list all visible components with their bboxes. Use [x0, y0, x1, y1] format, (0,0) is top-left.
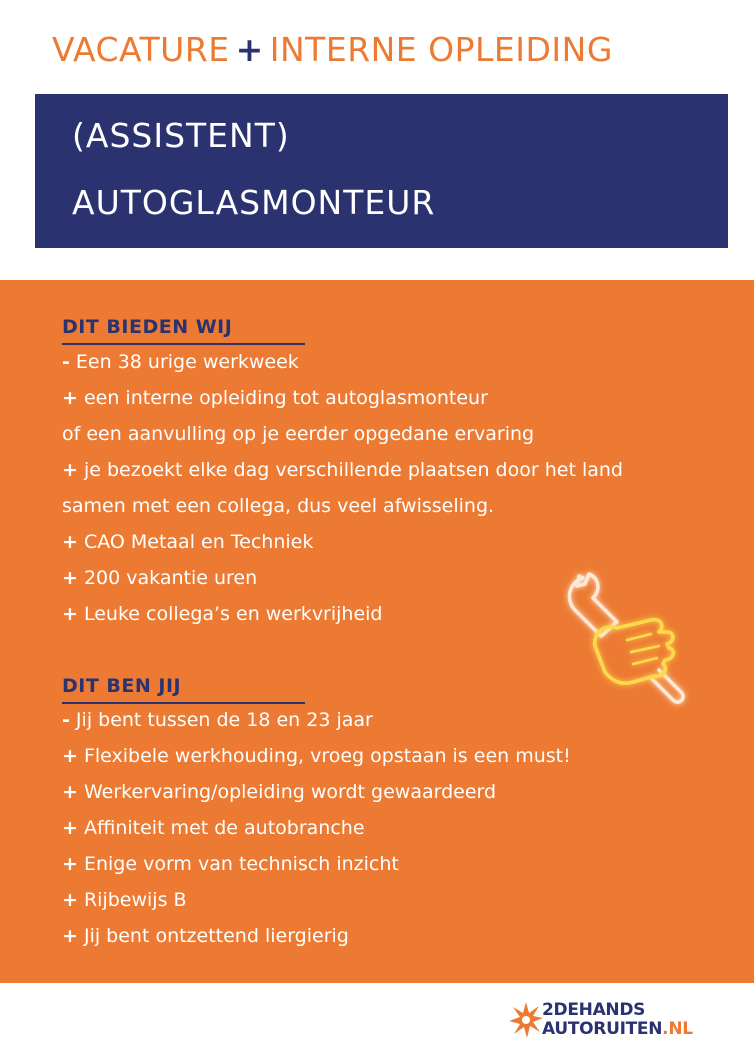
list-prefix: - — [62, 709, 70, 731]
list-text: Leuke collega’s en werkvrijheid — [77, 603, 383, 625]
list-prefix: + — [62, 817, 78, 839]
orange-splash-star-icon — [508, 1000, 544, 1040]
list-text: 200 vakantie uren — [77, 567, 258, 589]
list-prefix: + — [62, 387, 78, 409]
list-item — [62, 603, 383, 625]
heading-vacature: VACATURE — [52, 30, 230, 69]
list-text: Jij bent ontzettend liergierig — [77, 925, 349, 947]
logo-text-line-1: 2DEHANDS — [542, 1000, 646, 1020]
heading-interne-opleiding: INTERNE OPLEIDING — [269, 30, 613, 69]
list-item — [62, 709, 373, 731]
list-item — [62, 531, 313, 553]
list-item — [62, 459, 623, 481]
list-item — [62, 387, 488, 409]
list-text: Affiniteit met de autobranche — [77, 817, 365, 839]
list-prefix: + — [62, 853, 78, 875]
list-prefix: + — [62, 925, 78, 947]
list-item — [62, 567, 257, 589]
list-prefix: - — [62, 351, 70, 373]
list-item — [62, 925, 349, 947]
list-item — [62, 423, 534, 445]
heading-plus: + — [235, 30, 264, 69]
list-prefix: + — [62, 603, 78, 625]
list-text: of een aanvulling op je eerder opgedane ervaring — [62, 423, 535, 445]
list-item — [62, 853, 399, 875]
list-text: samen met een collega, dus veel afwisseling. — [62, 495, 495, 517]
list-text: CAO Metaal en Techniek — [77, 531, 314, 553]
logo-text-line-2 — [542, 1019, 693, 1039]
list-text: een interne opleiding tot autoglasmonteur — [77, 387, 488, 409]
job-title-banner — [35, 94, 728, 248]
list-text: Jij bent tussen de 18 en 23 jaar — [69, 709, 373, 731]
list-item — [62, 889, 187, 911]
list-prefix: + — [62, 567, 78, 589]
section-heading-dit-bieden-wij: DIT BIEDEN WIJ — [62, 316, 233, 338]
list-text: Een 38 urige werkweek — [69, 351, 299, 373]
list-text: je bezoekt elke dag verschillende plaatsen door het land — [77, 459, 623, 481]
section-heading-dit-ben-jij: DIT BEN JIJ — [62, 675, 182, 697]
list-prefix: + — [62, 531, 78, 553]
list-prefix: + — [62, 745, 78, 767]
list-item — [62, 745, 571, 767]
list-text: Werkervaring/opleiding wordt gewaardeerd — [77, 781, 497, 803]
company-logo — [508, 996, 718, 1052]
section-divider — [62, 343, 305, 345]
job-title-line-1: (ASSISTENT) — [72, 116, 290, 155]
logo-text-tld: .NL — [662, 1019, 693, 1039]
list-item — [62, 781, 496, 803]
list-text: Rijbewijs B — [77, 889, 187, 911]
list-item — [62, 495, 494, 517]
section-divider — [62, 702, 305, 704]
list-prefix: + — [62, 459, 78, 481]
list-text: Flexibele werkhouding, vroeg opstaan is een must! — [77, 745, 571, 767]
top-heading — [52, 30, 613, 69]
job-title-line-2: AUTOGLASMONTEUR — [72, 183, 436, 222]
list-item — [62, 817, 365, 839]
list-prefix: + — [62, 889, 78, 911]
list-item — [62, 351, 299, 373]
neon-hand-wrench-icon — [555, 560, 705, 720]
list-text: Enige vorm van technisch inzicht — [77, 853, 399, 875]
logo-text-main: AUTORUITEN — [542, 1019, 663, 1039]
list-prefix: + — [62, 781, 78, 803]
